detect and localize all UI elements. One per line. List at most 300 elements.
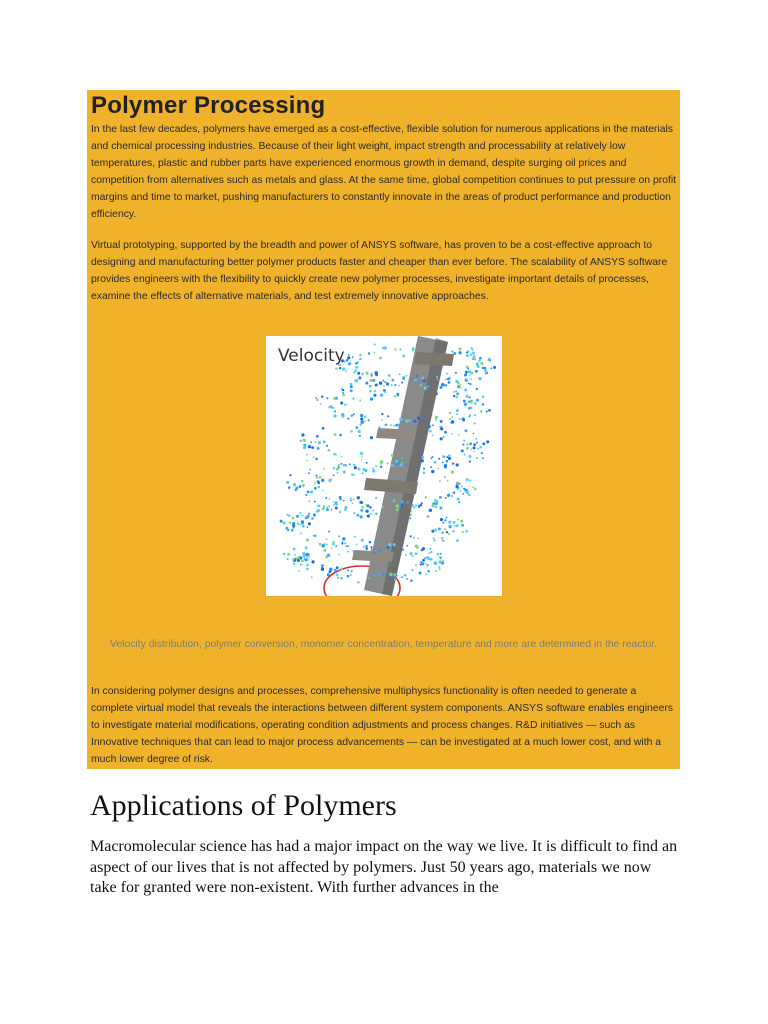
velocity-particle — [347, 551, 349, 553]
velocity-particle — [300, 440, 302, 442]
velocity-particle — [409, 517, 411, 519]
velocity-particle — [304, 559, 306, 561]
velocity-particle — [438, 568, 440, 570]
velocity-particle — [446, 531, 448, 533]
velocity-particle — [473, 355, 476, 358]
velocity-particle — [322, 427, 325, 430]
velocity-particle — [335, 503, 338, 506]
velocity-particle — [470, 372, 473, 375]
velocity-particle — [355, 426, 358, 429]
velocity-particle — [474, 422, 476, 424]
velocity-particle — [375, 497, 377, 499]
velocity-particle — [410, 579, 413, 582]
velocity-particle — [455, 485, 458, 488]
velocity-particle — [401, 462, 403, 464]
velocity-particle — [402, 377, 405, 380]
velocity-particle — [394, 384, 396, 386]
velocity-particle — [391, 379, 394, 382]
velocity-particle — [316, 475, 318, 477]
velocity-particle — [458, 434, 460, 436]
velocity-particle — [288, 515, 290, 517]
velocity-particle — [393, 425, 395, 427]
velocity-particle — [381, 413, 383, 415]
velocity-particle — [359, 359, 361, 361]
velocity-particle — [455, 372, 457, 374]
velocity-particle — [391, 454, 394, 457]
velocity-particle — [285, 527, 288, 530]
velocity-particle — [345, 371, 347, 373]
velocity-particle — [487, 359, 489, 361]
velocity-particle — [315, 397, 317, 399]
velocity-particle — [306, 454, 308, 456]
velocity-particle — [430, 466, 432, 468]
velocity-particle — [406, 545, 408, 547]
velocity-particle — [308, 472, 310, 474]
velocity-particle — [451, 470, 454, 473]
velocity-particle — [339, 367, 341, 369]
velocity-particle — [423, 471, 426, 474]
velocity-particle — [348, 362, 351, 365]
velocity-particle — [406, 578, 408, 580]
velocity-particle — [463, 400, 466, 403]
velocity-particle — [349, 463, 351, 465]
velocity-particle — [416, 546, 419, 549]
velocity-particle — [342, 367, 345, 370]
velocity-particle — [475, 370, 478, 373]
velocity-particle — [286, 514, 288, 516]
velocity-particle — [440, 437, 443, 440]
velocity-particle — [428, 426, 431, 429]
velocity-particle — [451, 416, 453, 418]
velocity-particle — [354, 466, 357, 469]
velocity-particle — [441, 537, 444, 540]
velocity-particle — [361, 373, 364, 376]
velocity-particle — [387, 546, 390, 549]
velocity-particle — [307, 526, 309, 528]
velocity-particle — [405, 554, 407, 556]
velocity-particle — [350, 389, 353, 392]
velocity-particle — [396, 424, 399, 427]
velocity-particle — [367, 514, 370, 517]
velocity-particle — [390, 424, 392, 426]
velocity-particle — [462, 444, 464, 446]
velocity-particle — [415, 564, 417, 566]
velocity-particle — [481, 452, 483, 454]
velocity-particle — [297, 523, 299, 525]
velocity-particle — [308, 445, 311, 448]
velocity-particle — [356, 544, 358, 546]
velocity-particle — [439, 557, 441, 559]
velocity-particle — [466, 478, 469, 481]
velocity-particle — [287, 553, 290, 556]
velocity-particle — [476, 457, 478, 459]
velocity-particle — [464, 454, 466, 456]
velocity-particle — [299, 485, 302, 488]
velocity-particle — [432, 434, 434, 436]
velocity-particle — [427, 385, 429, 387]
velocity-particle — [446, 517, 448, 519]
velocity-particle — [369, 506, 372, 509]
velocity-particle — [331, 509, 333, 511]
velocity-particle — [315, 476, 317, 478]
velocity-particle — [437, 468, 439, 470]
velocity-particle — [443, 436, 445, 438]
velocity-particle — [471, 347, 473, 349]
velocity-particle — [280, 520, 283, 523]
velocity-particle — [463, 419, 466, 422]
velocity-particle — [352, 398, 354, 400]
velocity-particle — [378, 573, 381, 576]
velocity-particle — [446, 373, 448, 375]
velocity-particle — [380, 460, 383, 463]
velocity-particle — [317, 486, 319, 488]
velocity-particle — [327, 450, 329, 452]
velocity-particle — [353, 413, 355, 415]
velocity-particle — [375, 383, 378, 386]
velocity-particle — [466, 366, 469, 369]
velocity-particle — [339, 434, 342, 437]
velocity-particle — [469, 374, 471, 376]
velocity-particle — [326, 445, 328, 447]
velocity-particle — [459, 384, 461, 386]
velocity-particle — [350, 385, 353, 388]
velocity-particle — [465, 530, 468, 533]
velocity-particle — [389, 573, 392, 576]
velocity-particle — [396, 575, 398, 577]
velocity-particle — [302, 484, 305, 487]
velocity-particle — [402, 354, 405, 357]
velocity-particle — [332, 407, 334, 409]
velocity-particle — [372, 469, 375, 472]
velocity-particle — [473, 443, 476, 446]
velocity-particle — [423, 420, 425, 422]
velocity-particle — [310, 441, 312, 443]
velocity-particle — [382, 506, 384, 508]
velocity-particle — [469, 443, 472, 446]
velocity-particle — [302, 525, 304, 527]
velocity-particle — [314, 441, 316, 443]
velocity-particle — [318, 441, 321, 444]
velocity-particle — [357, 467, 360, 470]
velocity-particle — [370, 398, 373, 401]
velocity-particle — [380, 394, 383, 397]
velocity-particle — [369, 385, 372, 388]
velocity-particle — [485, 371, 488, 374]
velocity-particle — [472, 349, 474, 351]
velocity-particle — [352, 356, 354, 358]
velocity-particle — [307, 460, 309, 462]
velocity-particle — [456, 539, 459, 542]
velocity-particle — [333, 501, 335, 503]
velocity-particle — [359, 435, 361, 437]
velocity-particle — [454, 525, 456, 527]
velocity-particle — [435, 506, 437, 508]
velocity-particle — [299, 524, 301, 526]
velocity-particle — [484, 367, 487, 370]
velocity-particle — [353, 499, 355, 501]
velocity-particle — [408, 420, 410, 422]
velocity-particle — [361, 421, 364, 424]
velocity-particle — [299, 512, 301, 514]
velocity-particle — [478, 377, 481, 380]
velocity-particle — [399, 385, 401, 387]
velocity-particle — [343, 500, 345, 502]
velocity-particle — [442, 455, 445, 458]
velocity-particle — [320, 403, 322, 405]
velocity-particle — [311, 446, 314, 449]
velocity-particle — [434, 499, 437, 502]
velocity-particle — [432, 424, 434, 426]
velocity-particle — [463, 440, 465, 442]
velocity-particle — [378, 549, 381, 552]
velocity-particle — [476, 441, 478, 443]
velocity-particle — [347, 545, 349, 547]
velocity-particle — [438, 566, 440, 568]
velocity-particle — [334, 569, 337, 572]
velocity-particle — [406, 375, 408, 377]
velocity-particle — [374, 540, 376, 542]
velocity-particle — [442, 532, 444, 534]
velocity-particle — [360, 418, 363, 421]
velocity-particle — [461, 486, 463, 488]
prototyping-paragraph: Virtual prototyping, supported by the breadth and power of ANSYS software, has proven to be a cost-effective approach to designing and manufacturing better polymer products faster and cheaper than ever before. The scalability of ANSYS software provides engineers with the flexibility to quickly create new polymer processes, investigate important details of processes, examine the effects of alternative materials, and test extremely innovative approaches. — [91, 240, 668, 302]
velocity-particle — [286, 481, 289, 484]
velocity-particle — [300, 564, 302, 566]
velocity-particle — [415, 552, 418, 555]
velocity-particle — [420, 384, 422, 386]
velocity-particle — [361, 506, 364, 509]
velocity-particle — [366, 462, 368, 464]
velocity-particle — [407, 501, 409, 503]
velocity-particle — [416, 375, 418, 377]
velocity-particle — [360, 501, 363, 504]
velocity-particle — [453, 395, 455, 397]
velocity-particle — [331, 547, 333, 549]
velocity-particle — [303, 439, 306, 442]
velocity-particle — [399, 418, 402, 421]
velocity-particle — [360, 509, 363, 512]
velocity-particle — [393, 543, 396, 546]
velocity-particle — [410, 535, 412, 537]
velocity-particle — [321, 564, 323, 566]
velocity-particle — [288, 486, 290, 488]
figure-label: Velocity — [278, 346, 345, 366]
velocity-particle — [375, 372, 378, 375]
velocity-particle — [470, 353, 473, 356]
velocity-particle — [396, 505, 399, 508]
velocity-particle — [433, 537, 435, 539]
velocity-particle — [297, 559, 300, 562]
velocity-particle — [395, 460, 398, 463]
velocity-particle — [446, 456, 448, 458]
velocity-particle — [314, 500, 316, 502]
velocity-particle — [384, 346, 387, 349]
velocity-particle — [283, 552, 286, 555]
velocity-particle — [319, 476, 322, 479]
velocity-particle — [383, 574, 385, 576]
velocity-particle — [294, 488, 297, 491]
velocity-particle — [394, 579, 396, 581]
velocity-particle — [439, 480, 441, 482]
velocity-particle — [356, 514, 359, 517]
velocity-particle — [313, 534, 315, 536]
velocity-particle — [292, 558, 294, 560]
velocity-particle — [474, 402, 477, 405]
velocity-particle — [445, 384, 447, 386]
velocity-particle — [476, 364, 479, 367]
velocity-particle — [447, 480, 449, 482]
velocity-particle — [347, 356, 350, 359]
velocity-particle — [333, 453, 335, 455]
velocity-particle — [358, 430, 361, 433]
velocity-particle — [323, 468, 325, 470]
velocity-particle — [334, 410, 336, 412]
velocity-particle — [425, 573, 427, 575]
velocity-particle — [329, 405, 332, 408]
velocity-particle — [335, 507, 338, 510]
velocity-particle — [415, 504, 417, 506]
velocity-particle — [440, 427, 443, 430]
velocity-particle — [444, 431, 447, 434]
velocity-particle — [314, 482, 316, 484]
velocity-particle — [347, 417, 349, 419]
velocity-particle — [468, 383, 470, 385]
velocity-particle — [466, 447, 469, 450]
velocity-particle — [325, 555, 328, 558]
velocity-particle — [314, 487, 317, 490]
velocity-particle — [430, 559, 432, 561]
velocity-particle — [391, 384, 393, 386]
velocity-particle — [431, 530, 434, 533]
velocity-particle — [353, 464, 355, 466]
velocity-simulation-image — [266, 336, 502, 596]
velocity-particle — [361, 472, 363, 474]
velocity-particle — [420, 561, 422, 563]
velocity-particle — [299, 556, 302, 559]
velocity-particle — [335, 367, 337, 369]
velocity-particle — [369, 541, 371, 543]
velocity-particle — [434, 528, 437, 531]
velocity-particle — [430, 458, 432, 460]
velocity-particle — [390, 578, 392, 580]
velocity-particle — [378, 426, 380, 428]
velocity-particle — [327, 573, 330, 576]
velocity-particle — [417, 466, 419, 468]
velocity-particle — [326, 543, 328, 545]
velocity-particle — [338, 554, 340, 556]
velocity-particle — [311, 560, 314, 563]
velocity-particle — [426, 564, 429, 567]
velocity-particle — [340, 567, 343, 570]
velocity-particle — [461, 524, 464, 527]
velocity-particle — [421, 459, 424, 462]
velocity-particle — [399, 373, 401, 375]
velocity-particle — [431, 456, 433, 458]
velocity-particle — [466, 491, 469, 494]
velocity-particle — [375, 465, 377, 467]
velocity-particle — [400, 500, 403, 503]
velocity-particle — [460, 387, 462, 389]
velocity-particle — [465, 395, 468, 398]
velocity-particle — [467, 370, 470, 373]
velocity-particle — [434, 461, 437, 464]
velocity-particle — [322, 489, 324, 491]
velocity-particle — [479, 357, 482, 360]
velocity-particle — [439, 386, 442, 389]
velocity-particle — [369, 390, 372, 393]
velocity-particle — [329, 498, 331, 500]
velocity-particle — [470, 407, 473, 410]
velocity-particle — [387, 463, 389, 465]
velocity-particle — [370, 373, 372, 375]
velocity-particle — [360, 515, 363, 518]
velocity-particle — [451, 433, 453, 435]
velocity-particle — [473, 433, 475, 435]
velocity-particle — [347, 569, 349, 571]
velocity-particle — [283, 522, 286, 525]
velocity-particle — [350, 498, 352, 500]
velocity-particle — [488, 409, 491, 412]
velocity-particle — [321, 567, 323, 569]
velocity-particle — [292, 517, 295, 520]
velocity-particle — [365, 504, 367, 506]
velocity-particle — [313, 513, 316, 516]
velocity-particle — [396, 508, 399, 511]
velocity-particle — [340, 577, 342, 579]
velocity-particle — [447, 494, 450, 497]
velocity-particle — [461, 450, 463, 452]
velocity-particle — [401, 576, 403, 578]
velocity-particle — [459, 490, 461, 492]
velocity-particle — [350, 574, 352, 576]
velocity-particle — [394, 395, 396, 397]
velocity-particle — [448, 381, 451, 384]
velocity-particle — [401, 382, 403, 384]
velocity-particle — [355, 366, 358, 369]
velocity-particle — [333, 397, 336, 400]
velocity-particle — [372, 468, 374, 470]
velocity-particle — [333, 504, 335, 506]
velocity-particle — [347, 575, 350, 578]
velocity-particle — [468, 415, 471, 418]
velocity-particle — [319, 543, 322, 546]
velocity-particle — [493, 366, 496, 369]
velocity-particle — [323, 505, 325, 507]
velocity-particle — [340, 401, 343, 404]
velocity-particle — [442, 462, 444, 464]
velocity-particle — [337, 576, 339, 578]
velocity-particle — [370, 546, 372, 548]
velocity-particle — [456, 524, 459, 527]
velocity-particle — [388, 385, 390, 387]
velocity-particle — [301, 480, 303, 482]
velocity-particle — [451, 351, 453, 353]
velocity-particle — [412, 569, 414, 571]
velocity-particle — [326, 508, 329, 511]
velocity-particle — [326, 397, 328, 399]
velocity-particle — [353, 371, 355, 373]
velocity-particle — [339, 496, 342, 499]
velocity-particle — [351, 570, 353, 572]
velocity-particle — [422, 559, 425, 562]
velocity-particle — [306, 568, 309, 571]
velocity-particle — [448, 454, 451, 457]
velocity-particle — [464, 403, 467, 406]
velocity-particle — [342, 537, 345, 540]
velocity-particle — [435, 562, 437, 564]
velocity-particle — [458, 351, 461, 354]
velocity-particle — [458, 501, 460, 503]
